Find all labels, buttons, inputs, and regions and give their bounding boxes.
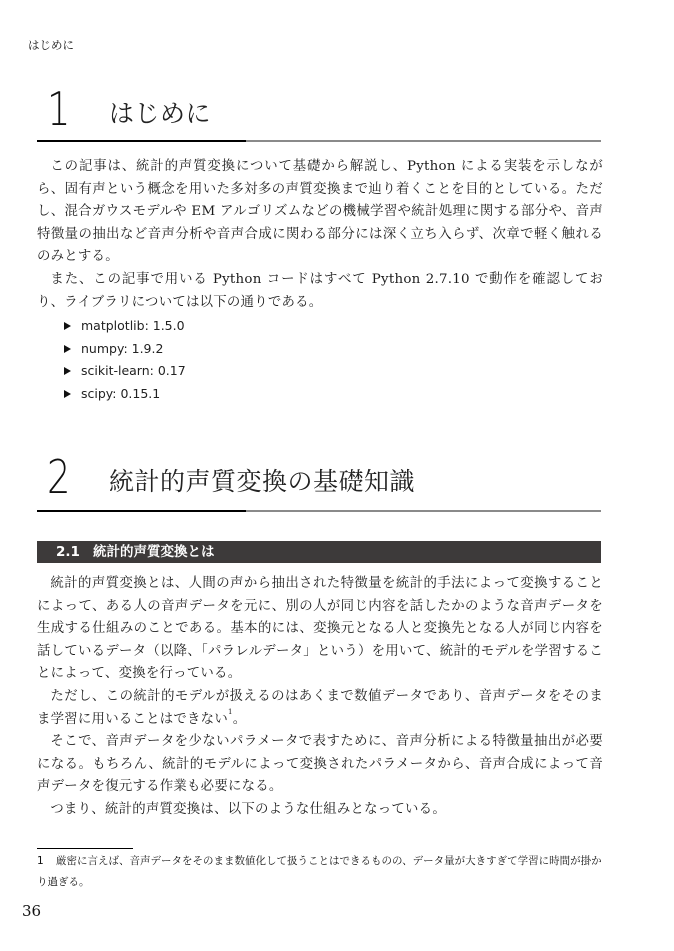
library-list bbox=[62, 315, 186, 405]
bullet-triangle-icon bbox=[64, 322, 71, 330]
footnote-number: 1 bbox=[37, 855, 44, 867]
running-head: はじめに bbox=[28, 38, 74, 52]
page-number: 36 bbox=[22, 902, 42, 920]
chapter-rule-accent bbox=[37, 510, 246, 512]
chapter-1-body bbox=[37, 156, 603, 314]
chapter-number: 2 bbox=[47, 450, 71, 504]
bullet-triangle-icon bbox=[64, 345, 71, 353]
paragraph: この記事は、統計的声質変換について基礎から解説し、Python による実装を示しながら、固有声という概念を用いた多対多の声質変換まで辿り着くことを目的としている。ただし、混合ガウスモデルや EM アルゴリズムなどの機械学習や統計処理に関する部分や、音声特徴量の抽出など音声分析や音声合成に関わる部分には深く立ち入らず、次章で軽く触れるのみとする。 bbox=[37, 159, 603, 265]
chapter-1-heading bbox=[37, 82, 601, 146]
bullet-triangle-icon bbox=[64, 367, 71, 375]
paragraph: また、この記事で用いる Python コードはすべて Python 2.7.10 で動作を確認しており、ライブラリについては以下の通りである。 bbox=[37, 271, 603, 310]
paragraph: ただし、この統計的モデルが扱えるのはあくまで数値データであり、音声データをそのまま学習に用いることはできない$^1$。 bbox=[37, 688, 603, 727]
chapter-title: 統計的声質変換の基礎知識 bbox=[109, 467, 416, 496]
list-item-text: numpy: 1.9.2 bbox=[81, 340, 164, 356]
chapter-rule-accent bbox=[37, 140, 246, 142]
chapter-number: 1 bbox=[47, 82, 71, 136]
list-item bbox=[62, 315, 186, 338]
section-heading bbox=[37, 541, 601, 563]
footnote-separator bbox=[37, 848, 133, 849]
footnote-reference[interactable]: 1 bbox=[227, 707, 233, 716]
paragraph: つまり、統計的声質変換は、以下のような仕組みとなっている。 bbox=[50, 801, 446, 817]
list-item-text: scipy: 0.15.1 bbox=[81, 385, 161, 401]
list-item bbox=[62, 383, 186, 406]
paragraph: そこで、音声データを少ないパラメータで表すために、音声分析による特徴量抽出が必要になる。もちろん、統計的モデルによって変換されたパラメータから、音声合成によって音声データを復元する作業も必要になる。 bbox=[37, 734, 603, 795]
paragraph: 統計的声質変換とは、人間の声から抽出された特徴量を統計的手法によって変換することによって、ある人の音声データを元に、別の人が同じ内容を話したかのような音声データを生成する仕組みのことである。基本的には、変換元となる人と変換先となる人が同じ内容を話しているデータ（以降、「パラレルデータ」という）を用いて、統計的モデルを学習することによって、変換を行っている。 bbox=[37, 576, 603, 682]
list-item-text: scikit-learn: 0.17 bbox=[81, 363, 186, 378]
bullet-triangle-icon bbox=[64, 390, 71, 398]
chapter-rule bbox=[37, 510, 601, 512]
list-item-text: matplotlib: 1.5.0 bbox=[81, 318, 185, 333]
chapter-rule bbox=[37, 140, 601, 142]
list-item bbox=[62, 360, 186, 383]
footnote bbox=[37, 851, 603, 893]
section-number: 2.1 bbox=[56, 544, 80, 560]
list-item bbox=[62, 338, 186, 361]
chapter-title: はじめに bbox=[109, 99, 212, 128]
section-2-1-body bbox=[37, 573, 603, 822]
footnote-text: 厳密に言えば、音声データをそのまま数値化して扱うことはできるものの、データ量が大きすぎて学習に時間が掛かり過ぎる。 bbox=[37, 855, 602, 888]
chapter-2-heading bbox=[37, 450, 601, 514]
section-title: 統計的声質変換とは bbox=[93, 544, 215, 560]
